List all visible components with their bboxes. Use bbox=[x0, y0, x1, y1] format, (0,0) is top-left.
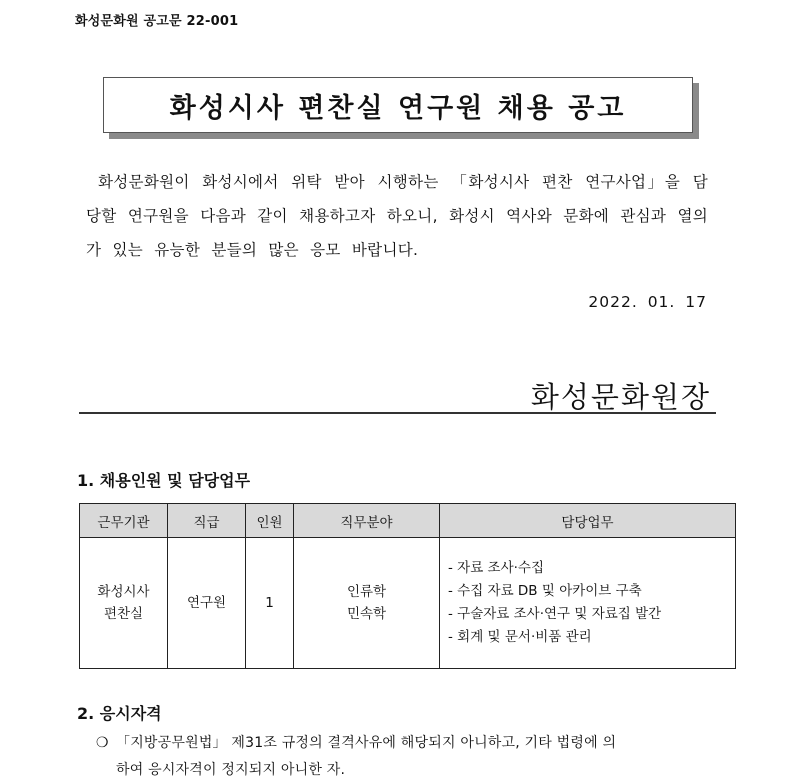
qualification-line-2: 하여 응시자격이 정지되지 아니한 자. bbox=[116, 762, 346, 778]
field-line-2: 민속학 bbox=[346, 606, 387, 622]
recruitment-table bbox=[79, 503, 736, 669]
header-field: 직무분야 bbox=[294, 504, 440, 538]
field-line-1: 인류학 bbox=[346, 584, 387, 600]
agency-line-1: 화성시사 bbox=[97, 584, 150, 600]
header-duties: 담당업무 bbox=[440, 504, 736, 538]
cell-field bbox=[294, 538, 440, 669]
announcement-date: 2022. 01. 17 bbox=[588, 293, 707, 311]
section-2-heading: 2. 응시자격 bbox=[77, 704, 162, 723]
signer-name: 화성문화원장 bbox=[530, 380, 711, 414]
duty-item: - 자료 조사·수집 bbox=[448, 560, 544, 576]
section-1-heading: 1. 채용인원 및 담당업무 bbox=[77, 471, 251, 490]
signer-divider bbox=[79, 412, 716, 414]
duty-item: - 회계 및 문서·비품 관리 bbox=[448, 629, 592, 645]
cell-agency bbox=[80, 538, 168, 669]
cell-duties bbox=[440, 538, 736, 669]
header-rank: 직급 bbox=[168, 504, 246, 538]
cell-count: 1 bbox=[246, 538, 294, 669]
header-count: 인원 bbox=[246, 504, 294, 538]
intro-paragraph: 화성문화원이 화성시에서 위탁 받아 시행하는 「화성시사 편찬 연구사업」을 담당할 연구원을 다음과 같이 채용하고자 하오니, 화성시 역사와 문화에 관심과 열의가 있는 유능한 분들의 많은 응모 바랍니다. bbox=[86, 173, 708, 259]
title-box bbox=[103, 77, 693, 133]
table-row bbox=[80, 538, 736, 669]
document-number: 화성문화원 공고문 22-001 bbox=[75, 14, 239, 29]
qualification-item bbox=[96, 730, 720, 784]
duty-item: - 수집 자료 DB 및 아카이브 구축 bbox=[448, 583, 642, 599]
circle-bullet-icon: ❍ bbox=[96, 735, 109, 751]
agency-line-2: 편찬실 bbox=[103, 606, 144, 622]
header-agency: 근무기관 bbox=[80, 504, 168, 538]
qualification-line-1: 「지방공무원법」 제31조 규정의 결격사유에 해당되지 아니하고, 기타 법령에 의 bbox=[116, 735, 617, 751]
cell-rank: 연구원 bbox=[168, 538, 246, 669]
table-header-row bbox=[80, 504, 736, 538]
duty-item: - 구술자료 조사·연구 및 자료집 발간 bbox=[448, 606, 662, 622]
page-title: 화성시사 편찬실 연구원 채용 공고 bbox=[169, 92, 627, 124]
